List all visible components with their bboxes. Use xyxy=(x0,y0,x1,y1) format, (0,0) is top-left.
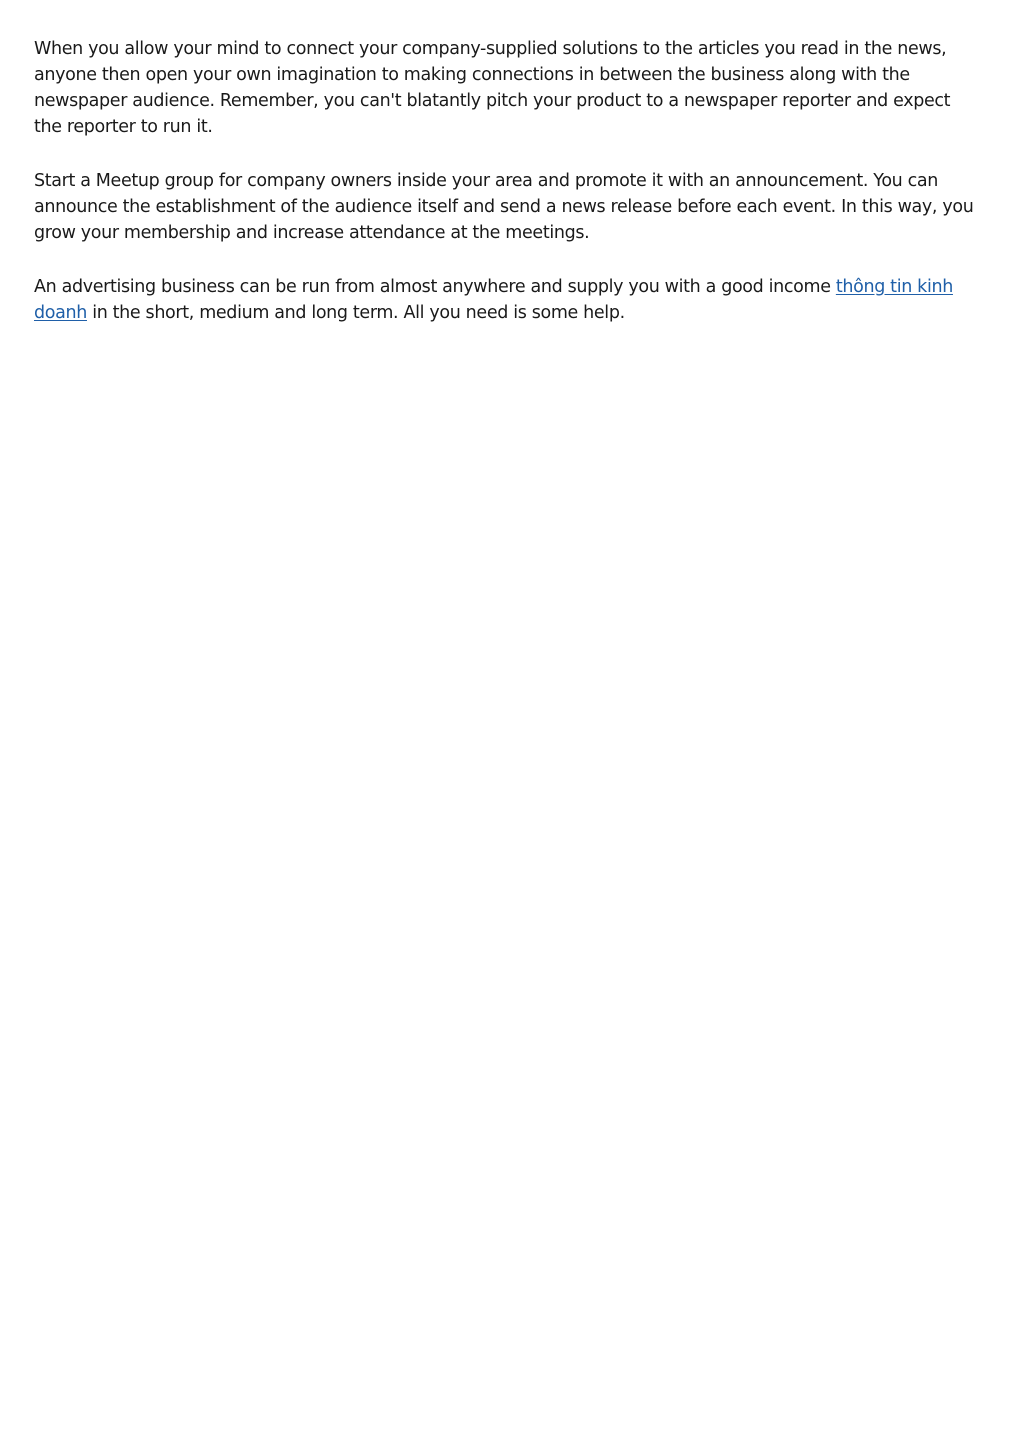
paragraph-3 xyxy=(34,274,980,326)
paragraph-1: When you allow your mind to connect your company-supplied solutions to the articles you read in the news, anyone then open your own imagination to making connections in between the business along with the newspaper audience. Remember, you can't blatantly pitch your product to a newspaper reporter and expect the reporter to run it. xyxy=(34,39,951,137)
paragraph-2: Start a Meetup group for company owners inside your area and promote it with an announcement. You can announce the establishment of the audience itself and send a news release before each event. In this way, you grow your membership and increase attendance at the meetings. xyxy=(34,171,974,243)
document-body xyxy=(34,36,980,354)
business-info-link[interactable]: thông tin kinh doanh xyxy=(34,277,953,323)
paragraph-3-text-before: An advertising business can be run from almost anywhere and supply you with a good income xyxy=(34,277,836,297)
paragraph-3-text-after: in the short, medium and long term. All you need is some help. xyxy=(86,303,625,323)
